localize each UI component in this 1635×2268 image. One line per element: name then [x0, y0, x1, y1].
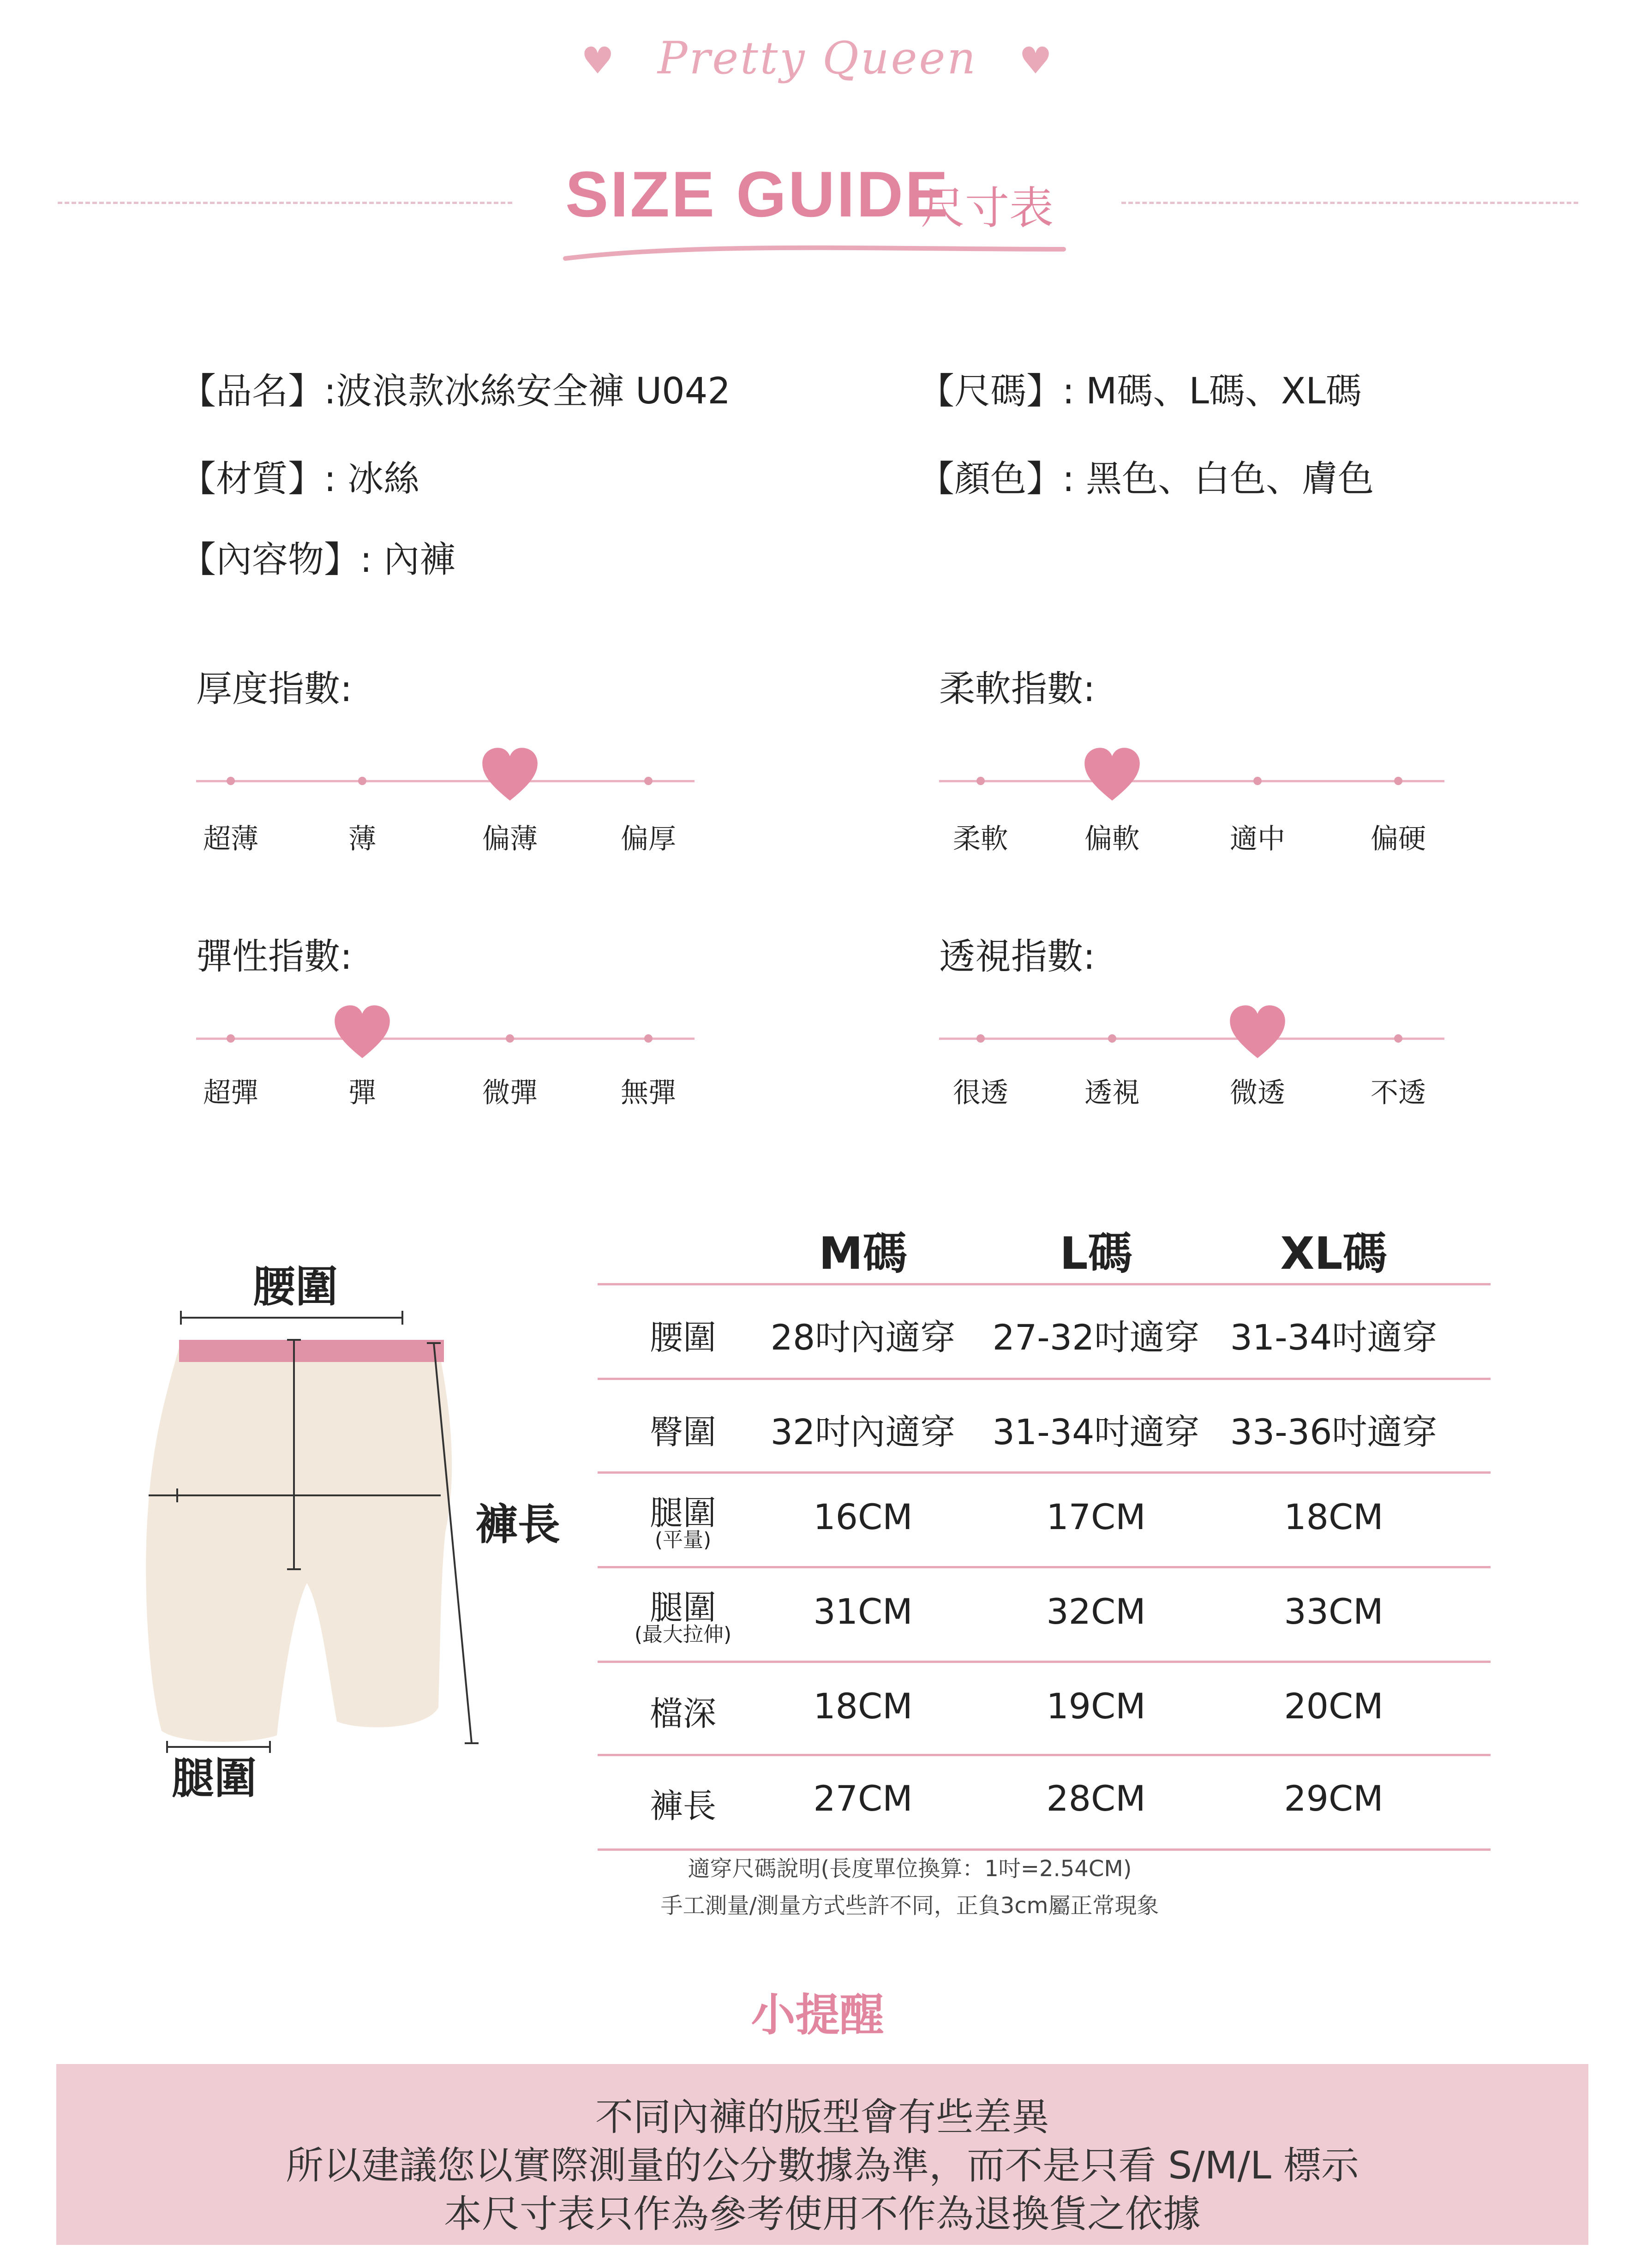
scale-option-label: 偏硬: [1371, 823, 1426, 855]
product-contents: 【內容物】: 內褲: [180, 539, 456, 581]
scale-option-label: 微透: [1230, 1077, 1285, 1109]
table-cell: 29CM: [1284, 1778, 1383, 1819]
table-cell: 31CM: [813, 1591, 913, 1632]
brand-logo: [0, 32, 1635, 84]
table-cell: 32吋內適穿: [770, 1411, 956, 1452]
scale-dot: [644, 1034, 653, 1043]
scale-option-label: 無彈: [621, 1077, 676, 1109]
table-divider: [598, 1471, 1491, 1474]
waistband: [179, 1340, 444, 1362]
table-cell: 32CM: [1046, 1591, 1146, 1632]
table-row-label: 檔深: [649, 1694, 716, 1733]
scale-option-label: 很透: [953, 1077, 1008, 1109]
scale-option-label: 柔軟: [953, 823, 1008, 855]
shorts-shape: [146, 1348, 452, 1742]
diagram-waist-label: 腰圍: [253, 1262, 338, 1312]
scale-option-label: 不透: [1371, 1077, 1426, 1109]
table-row-label: 臀圍: [649, 1413, 716, 1452]
size-header: XL碼: [1280, 1228, 1387, 1279]
selected-heart-icon: [480, 745, 540, 805]
product-name: 【品名】:波浪款冰絲安全褲 U042: [180, 371, 731, 412]
table-cell: 31-34吋適穿: [992, 1411, 1200, 1452]
scale-option-label: 偏厚: [621, 823, 676, 855]
scale-dot: [506, 1034, 514, 1043]
size-header: M碼: [819, 1228, 907, 1279]
scale-dot: [358, 777, 366, 785]
heart-icon: ♥: [1019, 39, 1054, 82]
scale-dot: [1253, 777, 1262, 785]
table-cell: 31-34吋適穿: [1230, 1317, 1437, 1358]
scale-dot: [1394, 777, 1402, 785]
scale-dot: [976, 777, 985, 785]
table-cell: 28CM: [1046, 1778, 1146, 1819]
scale-dot: [976, 1034, 985, 1043]
page-title: SIZE GUIDE: [565, 158, 950, 230]
product-sizes: 【尺碼】: M碼、L碼、XL碼: [918, 371, 1362, 412]
scale-option-label: 適中: [1230, 823, 1285, 855]
scale-option-label: 超彈: [203, 1077, 258, 1109]
divider-left: [58, 202, 512, 204]
tip-line-1: 不同內褲的版型會有些差異: [595, 2095, 1049, 2139]
shorts-diagram: [138, 1302, 498, 1763]
size-header: L碼: [1060, 1228, 1132, 1279]
table-cell: 28吋內適穿: [770, 1317, 956, 1358]
scale-track-softness: [939, 780, 1444, 782]
table-cell: 33CM: [1284, 1591, 1383, 1632]
selected-heart-icon: [1082, 745, 1142, 805]
scale-dot: [227, 777, 235, 785]
diagram-thigh-label: 腿圍: [172, 1754, 257, 1803]
scale-dot: [227, 1034, 235, 1043]
table-cell: 18CM: [813, 1686, 913, 1727]
scale-dot: [1394, 1034, 1402, 1043]
table-cell: 27-32吋適穿: [992, 1317, 1200, 1358]
table-divider: [598, 1754, 1491, 1756]
scale-title-transparency: 透視指數:: [939, 936, 1096, 978]
table-row-label: 腰圍: [649, 1318, 716, 1357]
table-cell: 33-36吋適穿: [1230, 1411, 1437, 1452]
scale-option-label: 透視: [1084, 1077, 1140, 1109]
scale-option-label: 彈: [348, 1077, 376, 1109]
divider-right: [1121, 202, 1578, 204]
table-row-sublabel: (平量): [654, 1528, 712, 1552]
brand-name: Pretty Queen: [657, 32, 978, 84]
heart-icon: ♥: [581, 39, 616, 82]
product-material: 【材質】: 冰絲: [180, 458, 420, 500]
tips-title: 小提醒: [751, 1989, 884, 2041]
table-cell: 27CM: [813, 1778, 913, 1819]
scale-dot: [1108, 1034, 1116, 1043]
scale-track-transparency: [939, 1038, 1444, 1040]
table-cell: 17CM: [1046, 1496, 1146, 1537]
table-divider: [598, 1283, 1491, 1285]
selected-heart-icon: [332, 1003, 392, 1063]
tip-line-3: 本尺寸表只作為參考使用不作為退換貨之依據: [443, 2192, 1201, 2236]
table-row-label: 腿圍: [649, 1588, 716, 1627]
tip-line-2: 所以建議您以實際測量的公分數據為準，而不是只看 S/M/L 標示: [286, 2144, 1359, 2188]
scale-option-label: 超薄: [203, 823, 258, 855]
diagram-length-label: 褲長: [475, 1500, 561, 1549]
table-row-label: 腿圍: [649, 1494, 716, 1532]
table-cell: 20CM: [1284, 1686, 1383, 1727]
scale-title-thickness: 厚度指數:: [196, 668, 353, 710]
scale-title-softness: 柔軟指數:: [939, 668, 1096, 710]
scale-option-label: 微彈: [482, 1077, 538, 1109]
product-colors: 【顏色】: 黑色、白色、膚色: [918, 458, 1374, 500]
scale-title-elasticity: 彈性指數:: [196, 936, 353, 978]
page-subtitle: 尺寸表: [921, 182, 1054, 234]
table-divider: [598, 1661, 1491, 1663]
table-divider: [598, 1566, 1491, 1568]
table-cell: 19CM: [1046, 1686, 1146, 1727]
table-row-sublabel: (最大拉伸): [634, 1623, 732, 1646]
scale-option-label: 薄: [348, 823, 376, 855]
scale-track-thickness: [196, 780, 695, 782]
scale-dot: [644, 777, 653, 785]
scale-track-elasticity: [196, 1038, 695, 1040]
scale-option-label: 偏軟: [1084, 823, 1140, 855]
note-line-1: 適穿尺碼說明(長度單位換算：1吋=2.54CM): [688, 1856, 1132, 1882]
selected-heart-icon: [1228, 1003, 1288, 1063]
table-row-label: 褲長: [649, 1787, 716, 1825]
note-line-2: 手工測量/測量方式些許不同，正負3cm屬正常現象: [660, 1893, 1159, 1919]
table-cell: 16CM: [813, 1496, 913, 1537]
title-underline: [561, 235, 1068, 268]
table-divider: [598, 1378, 1491, 1380]
tips-box: [56, 2064, 1588, 2245]
scale-option-label: 偏薄: [482, 823, 538, 855]
table-cell: 18CM: [1284, 1496, 1383, 1537]
